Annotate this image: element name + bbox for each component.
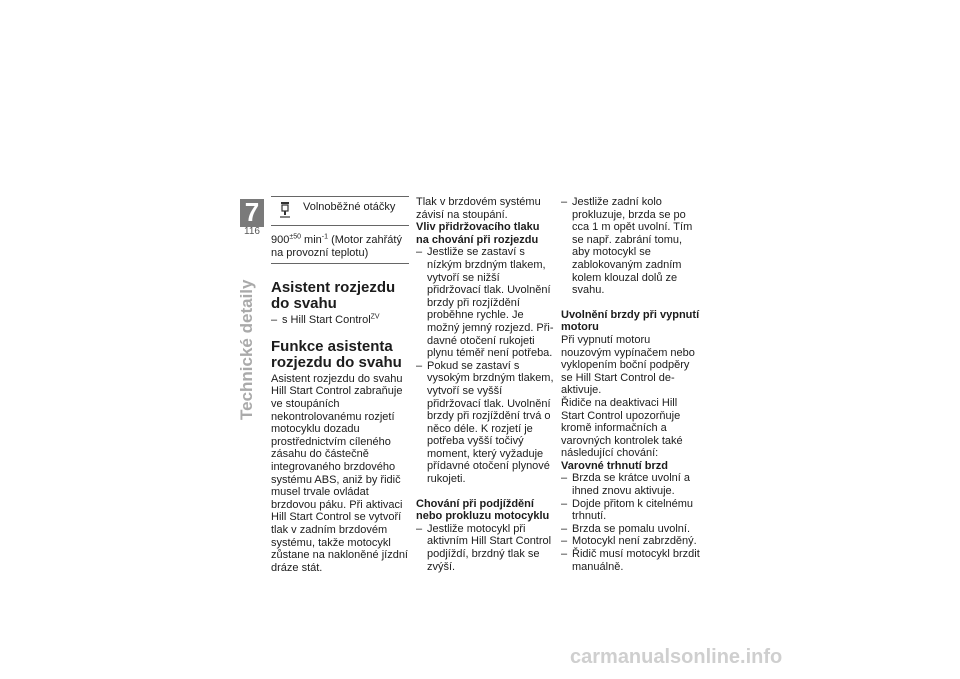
spec-unit: min [301,234,322,246]
warning-text: Řidiče na deaktivaci Hill Start Control upozorňuje kromě informačních a varovných kontrolek také následující chování: [561,396,683,460]
column-1 [271,196,409,574]
list-item: – Dojde přitom k citelnému trhnutí. [561,498,701,523]
spec-note: (Motor zahřátý na provozní teplotu) [271,234,402,259]
option-item [271,314,409,327]
list-item: – Pokud se zastaví s vysokým brzdným tlakem, vytvoří se vyšší přidržovací tlak. Uvolnění brzdy při rozjíždění trvá o něco déle. K rozjetí je potřeba vyšší točivý moment, který vyžaduje přídavné otočení plynové rukojeti. [416,360,554,486]
list-item: – Brzda se pomalu uvolní. [561,523,701,536]
section-title-hill-start: Asistent rozjezdu do svahu [271,279,396,313]
engine-icon [279,201,291,219]
list-item: – Řidič musí motocykl brzdit manuálně. [561,548,701,573]
watermark: carmanualsonline.info [570,646,783,668]
jerk-list [561,472,701,573]
column-2 [416,196,554,573]
list-item: – Jestliže zadní kolo prokluzuje, brzda se po cca 1 m opět uvolní. Tím se např. zabrání tomu, aby motocykl se zablokovaným zadním kolem klouzal dolů ze svahu. [561,196,701,297]
option-sup: ZV [370,313,380,321]
list-item: – Jestliže motocykl při aktivním Hill Start Control podjíždí, brzdný tlak se zvýší. [416,523,554,573]
pressure-list [416,246,554,485]
option-list [271,314,409,327]
heading-pressure: Vliv přidržovacího tlaku na chování při rozjezdu [416,221,540,246]
page-number: 116 [240,227,264,237]
intro-text: Tlak v brzdovém systému závisí na stoupání. [416,196,541,221]
slip-list [416,523,554,573]
slip-list-continued [561,196,701,297]
column-3 [561,196,701,573]
function-text: Asistent rozjezdu do svahu Hill Start Control zabraňuje ve stoupáních nekontrolovanému rozjetí motocyklu dozadu prostřednictvím cíleného zásahu do částečně integrovaného brzdového systému ABS, aniž by řidič musel trvale ovládat brzdovou páku. Při aktivaci Hill Start Control se vytvoří tlak v zadním brzdovém systému, takže motocykl zůstane na nakloněné jízdní dráze stát. [271,372,408,574]
engine-off-text: Při vypnutí motoru nouzovým vypínačem nebo vyklopením boční podpěry se Hill Start Control deaktivuje. [561,333,695,397]
section-title-function: Funkce asistenta rozjezdu do svahu [271,337,402,371]
heading-engine-off: Uvolnění brzdy při vypnutí motoru [561,308,700,334]
list-item: – Jestliže se zastaví s nízkým brzdným tlakem, vytvoří se nižší přidržovací tlak. Uvolnění brzdy při rozjíždění proběhne rychle. Je možný jemný rozjezd. Přidavné otočení rukojeti plynu téměř není potřeba. [416,246,554,359]
chapter-title: Technické detaily [237,279,256,420]
spec-value [271,226,409,263]
list-item: – Motocykl není zabrzděný. [561,535,701,548]
spec-unit-exponent: -1 [321,233,329,241]
spec-label: Volnoběžné otáčky [303,201,396,213]
heading-jerk: Varovné trhnutí brzd [561,459,668,472]
spec-value-tolerance: ±50 [289,233,301,241]
spec-value-main: 900 [271,234,290,246]
list-item: – Brzda se krátce uvolní a ihned znovu aktivuje. [561,472,701,497]
heading-slip: Chování při podjíždění nebo prokluzu motocyklu [416,497,550,523]
spec-header [271,197,409,226]
chapter-number: 7 [244,197,260,227]
option-text: s Hill Start Control [282,314,371,327]
spec-table [271,196,409,264]
